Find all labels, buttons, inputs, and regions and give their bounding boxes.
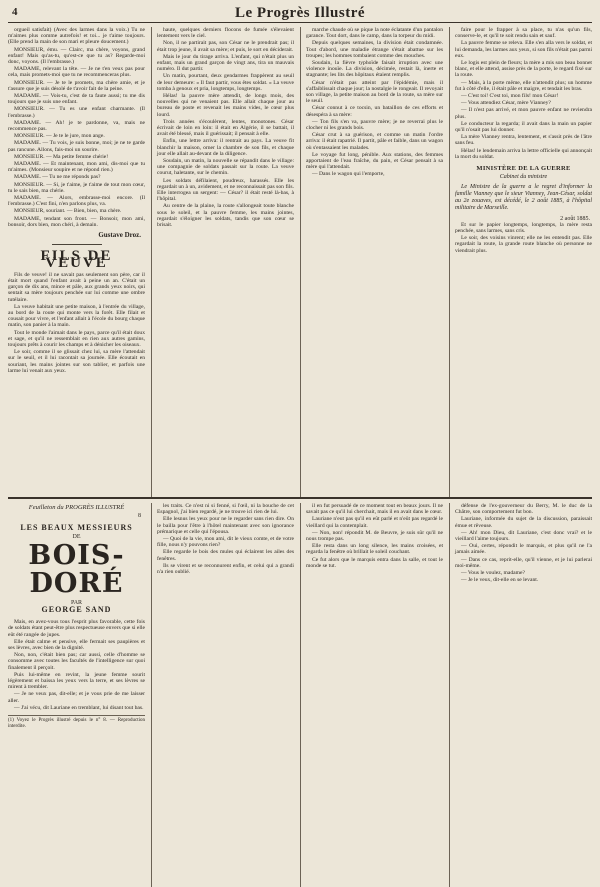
dialogue-line: MADAME. — Ah! je te pardonne, va, mais ne recommence pas. bbox=[8, 119, 145, 133]
story-paragraph: Non, il ne partirait pas, son César ne le prendrait pas; il était trop jeune, il avait sa mère; et puis, le sort en déciderait. bbox=[157, 40, 294, 53]
serial-paragraph: Elle resta dans un long silence, les mains croisées, et regarda la fenêtre où brillait le soleil couchant. bbox=[306, 543, 443, 556]
feuilleton-column-3 bbox=[300, 503, 443, 887]
story-paragraph: — Il n'est pas arrivé, et mon pauvre enfant ne reviendra plus. bbox=[455, 107, 592, 120]
story-paragraph: La veuve habitait une petite maison, à l'entrée du village, au bord de la route qui monte vers la forêt. Elle filait et cousait pour vivre, et l'enfant allait à l'école du bourg chaque matin, son panier à la main. bbox=[8, 303, 145, 329]
dialogue-line: MONSIEUR. — Si, je t'aime, je t'aime de tout mon cœur, tu le sais bien, ma chérie. bbox=[8, 181, 145, 194]
journal-title: Le Progrès Illustré bbox=[234, 5, 366, 21]
story-paragraph: Le logis est plein de fleurs; la mère a mis son beau bonnet blanc, et elle attend, assise près de la porte, le regard fixé sur la route. bbox=[455, 60, 592, 79]
story-paragraph: Trois années s'écoulèrent, lentes, monotones. César écrivait de loin en loin: il était en Algérie, il se battait, il avait été blessé, mais il guérissait; il pensait à elle. bbox=[157, 118, 294, 138]
story-paragraph: haute, quelques derniers flocons de fumée s'élevaient lentement vers le ciel. bbox=[157, 27, 294, 40]
serial-paragraph: — Je le veux, dit-elle en se levant. bbox=[461, 577, 539, 584]
serial-de: DE bbox=[72, 533, 81, 540]
story-paragraph: La mère Vianney rentra, lentement, et s'assit près de l'âtre sans feu. bbox=[455, 134, 592, 147]
story-paragraph: Et sur le papier longtemps, longtemps, la mère resta penchée, sans larmes, sans cris. bbox=[455, 221, 592, 235]
serial-paragraph: il en fut persuadé de ce moment tout en beaux jours. Il ne savait pas ce qu'il lui cherchait, mais il en avait dans le cœur. bbox=[306, 503, 443, 516]
story-body bbox=[8, 272, 145, 374]
story-paragraph: marche chaude où se pique la note éclatante d'un pantalon garance. Tout dort, dans le camp, dans la torpeur du midi. bbox=[306, 27, 443, 40]
serial-paragraph: Elle regarde le bois des mules qui éclairent les ailes des fenêtres. bbox=[157, 549, 294, 562]
serial-paragraph: Ils se virent et se reconnurent enfin, et celui qui a grandi n'a rien oublié. bbox=[157, 562, 294, 576]
story-paragraph: — Vous attendiez César, mère Vianney? bbox=[461, 100, 551, 107]
author-signature: Gustave Droz. bbox=[98, 231, 141, 240]
serial-paragraph: Lauriane, informée du sujet de la discussion, paraissait émue et rêveuse. bbox=[455, 516, 592, 529]
feuilleton-column-2 bbox=[151, 503, 294, 887]
serial-paragraph: Lauriane n'eut pas qu'il en eût parlé et n'eût pas regardé le vieillard qui la contemplait. bbox=[306, 516, 443, 529]
serial-paragraph: — Vous le voulez, madame? bbox=[461, 570, 525, 577]
story-paragraph: César crut à sa guérison, et comme un matin l'ordre arriva: il était rapatrié. Il partit, pâle et faible, dans un wagon où s'entassaient les malades. bbox=[306, 132, 443, 151]
story-paragraph: faire pour le frapper à sa place, tu n'as qu'un fils, conserve-le, et qu'il te soit rendu sain et sauf. bbox=[455, 27, 592, 40]
feuilleton-column-1 bbox=[8, 503, 145, 887]
serial-paragraph: — Oui, certes, répondit le marquis, et plus qu'il ne l'a jamais aimée. bbox=[455, 543, 592, 556]
dialogue-line: MONSIEUR. — Je te le promets, ma chère amie, et je t'assure que je suis désolé de t'avoir fait de la peine. bbox=[8, 79, 145, 92]
dialogue-line: MONSIEUR. — Tu es une enfant charmante. (Il l'embrasse.) bbox=[8, 106, 145, 119]
dialogue-line: MADAME, relevant la tête. — Je ne t'en veux pas pour cela, mais promets-moi que tu ne recommenceras plus. bbox=[8, 66, 145, 79]
story-title: FILS DE VEUVE bbox=[40, 248, 113, 271]
page-number: 4 bbox=[12, 6, 18, 18]
story-paragraph: Le soir, des voisins vinrent; elle ne les entendit pas. Elle regardait la route, la grande route blanche où personne ne viendrait plus. bbox=[455, 235, 592, 254]
dialogue-line: MADAME. — Tu ne me réponds pas? bbox=[14, 174, 101, 181]
story-paragraph: — Dans le wagon qui l'emporte, bbox=[312, 171, 385, 178]
dialogue-line: MADAME. — Tu vois, je suis bonne, moi; je ne te garde pas rancune. Allons, fais-moi un sourire. bbox=[8, 140, 145, 153]
dialogue-line: MADAME. — Vois-tu, c'est de ta faute aussi; tu me dis toujours que je suis une enfant. bbox=[8, 93, 145, 106]
story-paragraph: Le voyage fut long, pénible. Aux stations, des femmes apportaient de l'eau fraîche, du pain, et César pensait à sa mère qui l'attendait. bbox=[306, 151, 443, 171]
column-4 bbox=[449, 27, 592, 497]
serial-paragraph: défense de l'ex-gouverneur du Berry, M. le duc de la Châtre, son comportement fut bon. bbox=[455, 503, 592, 516]
official-notice: Le Ministre de la guerre a le regret d'informer la famille Vianney que le sieur Vianney, Jean-César, soldat au 2e zouaves, est décédé, le 2 août 1885, à l'hôpital militaire de Marseille. bbox=[455, 184, 592, 211]
dialogue-line: MADAME, tendant son front. — Bonsoir, mon ami, bonsoir, dors bien, mon chéri, à demain. bbox=[8, 215, 145, 228]
feuilleton-number: 8 bbox=[138, 513, 141, 520]
dialogue-block bbox=[8, 27, 145, 228]
dialogue-line: MADAME. — Alors, embrasse-moi encore. (Il l'embrasse.) C'est fini, n'en parlons plus, va. bbox=[8, 195, 145, 208]
dialogue-line: MONSIEUR. — Je te le jure, mon ange. bbox=[14, 133, 105, 140]
story-paragraph: Hélas! la pauvre mère attendit, de longs mois, des nouvelles qui ne venaient pas. Elle allait chaque jour au bureau de poste et revenait les mains vides, le cœur plus lourd. bbox=[157, 93, 294, 118]
story-paragraph: — Ton fils s'en va, pauvre mère; je ne reverrai plus le clocher ni les grands bois. bbox=[306, 118, 443, 132]
story-paragraph: Soudain, la fièvre typhoïde faisait irruption avec une violence inouïe. La division, décimée, restait là, inerte et stagnante; les lits des hôpitaux étaient remplis. bbox=[306, 60, 443, 79]
serial-paragraph: Mais, en avez-vous tous l'esprit plus favorable, cette fois de soldats étant peut-être plus respectueuse envers que si elle eût été rangée de jupes. bbox=[8, 619, 145, 638]
story-paragraph: Soudain, un matin, la nouvelle se répandit dans le village: une compagnie de soldats passait sur la route. La veuve courut, haletante, sur le chemin. bbox=[157, 158, 294, 177]
column-3 bbox=[300, 27, 443, 497]
dialogue-line: MONSIEUR. — Ma petite femme chérie! bbox=[14, 153, 109, 160]
serial-paragraph: les traits. Ce n'est ni si fenné, si l'œil, ni la bouche de cet Espagnol, j'ai bien regardé, je ne trouve ici rien de lui. bbox=[157, 503, 294, 516]
feuilleton-label: Feuilleton du PROGRÈS ILLUSTRÉ bbox=[28, 504, 125, 511]
story-paragraph: Tout le monde l'aimait dans le pays, parce qu'il était doux et sage, et qu'il ne ressemblait en rien aux autres gamins, toujours prêts à courir les champs et à dénicher les oiseaux. bbox=[8, 329, 145, 348]
feuilleton-column-4 bbox=[449, 503, 592, 887]
dialogue-line: orgueil satisfait) (Avec des larmes dans la voix.) Tu ne m'aimes plus comme autrefois! et toi... je t'aime toujours. (Elle prend la main de son mari et pleure doucement.) bbox=[8, 27, 145, 46]
serial-author: GEORGE SAND bbox=[41, 605, 112, 615]
serial-paragraph: — Dans ce cas, reprit-elle, qu'il vienne, et je lui parlerai moi-même. bbox=[455, 556, 592, 569]
column-1 bbox=[8, 27, 145, 497]
story-paragraph: César connut à ce tocsin, un bataillon de ces efforts et désespéra à sa mère: bbox=[306, 105, 443, 118]
dialogue-line: MONSIEUR, souriant. — Bien, bien, ma chère. bbox=[14, 208, 122, 215]
serial-title: BOIS-DORÉ bbox=[28, 539, 125, 599]
ministry-title: MINISTÈRE DE LA GUERRE bbox=[476, 165, 571, 173]
ministry-subtitle: Cabinet du ministre bbox=[499, 174, 548, 181]
serial-paragraph: Non, non, c'était bien pas; car aussi, celle d'homme se consomme avec toutes les facultés de l'intelligence sur quoi finalement il perçoit. bbox=[8, 652, 145, 671]
story-paragraph: Un matin, pourtant, deux gendarmes frappèrent au seuil de leur demeure: « Il faut partir, vous êtes soldat. » La veuve tomba à genoux et pria, longtemps, longtemps. bbox=[157, 73, 294, 92]
top-section bbox=[8, 27, 592, 497]
feuilleton-section bbox=[8, 503, 592, 887]
notice-date: 2 août 1885. bbox=[560, 215, 590, 222]
story-paragraph: Mais le jour du tirage arriva. L'enfant, qui n'était plus un enfant, mais un grand garçon de vingt ans, tira un mauvais numéro. Il dut partir. bbox=[157, 53, 294, 73]
column-2 bbox=[151, 27, 294, 497]
serial-par: PAR bbox=[70, 599, 83, 606]
story-paragraph: Hélas! le lendemain arriva la lettre officielle qui annonçait la mort du soldat. bbox=[455, 147, 592, 160]
story-paragraph: Le soir, comme il se glissait chez lui, sa mère l'attendait sur le seuil, et il lui racontait sa journée. Elle écoutait en souriant, les mains jointes sur son tablier, et parfois une larme lui venait aux yeux. bbox=[8, 349, 145, 374]
story-paragraph: Fils de veuve! il ne savait pas seulement son père, car il était mort quand l'enfant avait à peine un an. C'était un garçon de dix ans, mince et pâle, aux grands yeux noirs, qui sentait sa mère toujours penchée sur lui comme une ombre tutélaire. bbox=[8, 271, 145, 303]
serial-paragraph: Elle était calme et pensive, elle fermait ses paupières et ses lèvres, avec bien de la dignité. bbox=[8, 638, 145, 652]
serial-paragraph: Ce fut alors que le marquis entra dans la salle, et tout le monde se tut. bbox=[306, 556, 443, 569]
story-paragraph: La pauvre femme se releva. Elle s'en alla vers le soldat, et lui demanda, les larmes aux yeux, si son fils n'était pas parmi eux. bbox=[455, 40, 592, 59]
serial-paragraph: Puis lui-même en revint, la jeune femme sourit légèrement et baissa les yeux vers la terre, et ses lèvres se mirent à trembler. bbox=[8, 671, 145, 691]
serial-paragraph: — J'ai vécu, dit Lauriane en tremblant, lui disant tout bas. bbox=[14, 704, 144, 711]
serial-paragraph: — Quoi de la vie, mon ami, dit le vieux comte, et de votre fille, nous n'y pouvons rien? bbox=[157, 536, 294, 549]
story-paragraph: César n'était pas atteint par l'épidémie, mais il s'affaiblissait chaque jour; la nostalgie le rongeait. Il revoyait son village, la petite maison au bord de la route, sa mère sur le seuil. bbox=[306, 79, 443, 105]
story-paragraph: — C'est toi! C'est toi, mon fils! mon César! bbox=[461, 93, 559, 100]
section-divider bbox=[8, 497, 592, 499]
serial-paragraph: — Je ne veux pas, dit-elle; et je vous prie de me laisser aller. bbox=[8, 691, 145, 704]
serial-footnote: (1) Voyez le Progrès illustré depuis le n° 8. — Reproduction interdite. bbox=[8, 715, 145, 729]
dialogue-line: MADAME. — Et maintenant, mon ami, dis-moi que tu m'aimes. (Monsieur soupire et ne répond rien.) bbox=[8, 161, 145, 174]
story-paragraph: Les soldats défilaient, poudreux, harassés. Elle les regardait un à un, avidement, et ne reconnaissait pas son fils. Elle interrogea un sergent: — César? il était resté là-bas, à l'hôpital. bbox=[157, 177, 294, 203]
dialogue-line: MONSIEUR, ému. — Clairc, ma chère, voyons, grand enfant! Mais qu'as-tu, qu'est-ce que tu as? Regarde-moi donc, voyons. (Il l'embrasse.) bbox=[8, 46, 145, 66]
story-paragraph: Le conducteur la regarda; il avait dans la main un papier qu'il n'osait pas lui donner. bbox=[455, 120, 592, 134]
short-rule bbox=[52, 244, 102, 245]
story-paragraph: Depuis quelques semaines, la division était condamnée. Tout d'abord, une maladie étrange s'était abattue sur les troupes; les hommes tombaient comme des mouches. bbox=[306, 40, 443, 59]
serial-paragraph: — Ah! mon Dieu, dit Lauriane, c'est donc vrai? et le vieillard l'aime toujours. bbox=[455, 529, 592, 543]
story-paragraph: — Mais, à la porte même, elle n'attendit plus; un homme fut à côté d'elle, il était pâle et maigre, et tendait les bras. bbox=[455, 79, 592, 92]
story-paragraph: Au centre de la plaine, la route s'allongeait toute blanche sous le soleil, et la pauvre femme, les mains jointes, regardait s'éloigner les soldats, tandis que son cœur se brisait. bbox=[157, 203, 294, 229]
story-paragraph: Enfin, une lettre arriva: il rentrait au pays. La veuve fit blanchir la maison, orner la chambre de son fils, et chaque jour elle allait au-devant de la diligence. bbox=[157, 138, 294, 157]
serial-paragraph: — Non, non! répondit M. de Beuvre, je suis sûr qu'il ne nous trompe pas. bbox=[306, 529, 443, 543]
serial-paragraph: Elle lesnus les yeux pour ne le regarder sans rien dire. On le bailla pour l'être à l'hôtel maintenant avec son ignorance prémarique et celle qui l'épousa. bbox=[157, 516, 294, 535]
serial-subtitle: LES BEAUX MESSIEURS bbox=[20, 523, 133, 533]
masthead bbox=[8, 6, 592, 23]
